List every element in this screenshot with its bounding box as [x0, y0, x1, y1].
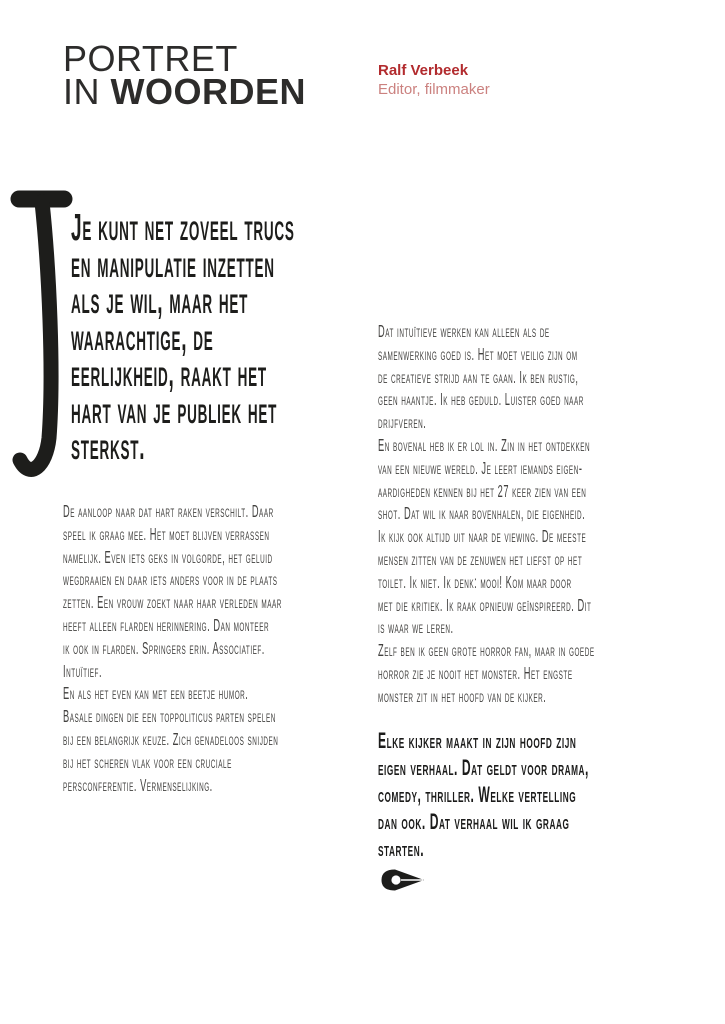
byline: [378, 61, 490, 99]
brand-logo-line2-bold: WOORDEN: [110, 71, 307, 112]
body-column-right: Dat intuïtieve werken kan alleen als de samenwerking goed is. Het moet veilig zijn om de creatieve strijd aan te gaan. Ik ben rustig, geen haantje. Ik heb geduld. Luister goed naar drijfveren. En bovenal heb ik er lol in. Zin in het ontdekken van een nieuwe wereld. Je leert iemands eigen- aardigheden kennen bij het 27 keer zien van een shot. Dat wil ik naar bovenhalen, die eigenheid. Ik kijk ook altijd uit naar de viewing. De meeste mensen zitten van de zenuwen het liefst op het toilet. Ik niet. Ik denk: mooi! Kom maar door met die kritiek. Ik raak opnieuw geïnspireerd. Dit is waar we leren. Zelf ben ik geen grote horror fan, maar in goede horror zie je nooit het monster. Het engste monster zit in het hoofd van de kijker.: [378, 321, 595, 706]
brand-logo-line2: [63, 71, 307, 112]
pull-quote: Je kunt net zoveel trucs en manipulatie inzetten als je wil, maar het waarachtige, de eerlijkheid, raakt het hart van je publiek het sterkst.: [71, 207, 295, 468]
byline-role: Editor, filmmaker: [378, 81, 490, 98]
closing-paragraph: Elke kijker maakt in zijn hoofd zijn eigen verhaal. Dat geldt voor drama, comedy, thriller. Welke vertelling dan ook. Dat verhaal wil ik graag starten.: [378, 728, 589, 861]
body-column-left: De aanloop naar dat hart raken verschilt. Daar speel ik graag mee. Het moet blijven verrassen namelijk. Even iets geks in volgorde, het geluid wegdraaien en daar iets anders voor in de plaats zetten. Een vrouw zoekt naar haar verleden maar heeft alleen flarden herinnering. Dan monteer ik ook in flarden. Springers erin. Associatief. Intuïtief. En als het even kan met een beetje humor. Basale dingen die een toppoliticus parten spelen bij een belangrijk keuze. Zich genadeloos snijden bij het scheren vlak voor een cruciale persconferentie. Vermenselijking.: [63, 501, 282, 795]
brand-logo-line1: PORTRET: [63, 38, 238, 79]
pen-nib-icon: [379, 866, 426, 899]
byline-name: Ralf Verbeek: [378, 62, 469, 79]
brand-logo: [63, 38, 307, 112]
brand-logo-line2-regular: IN: [63, 71, 100, 112]
dropcap-letter-j: [8, 188, 74, 505]
